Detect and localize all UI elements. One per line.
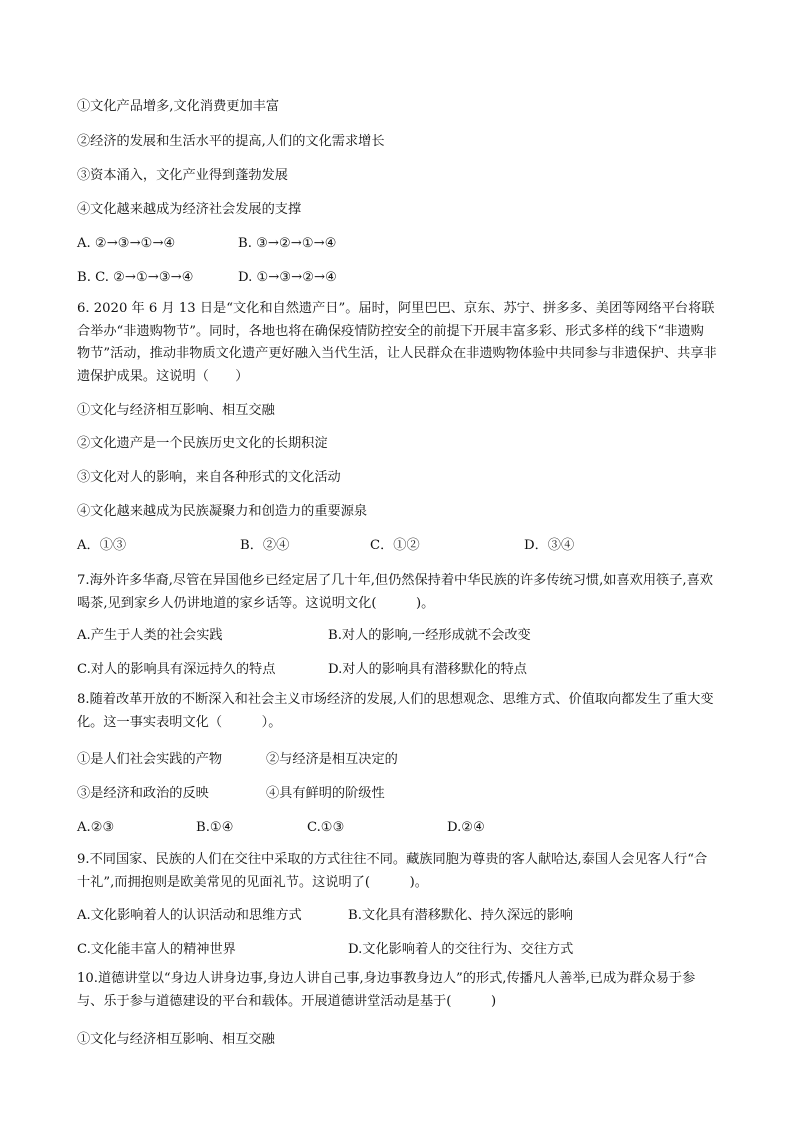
question-8-stem: 8.随着改革开放的不断深入和社会主义市场经济的发展,人们的思想观念、思维方式、价值取向都发生了重大变化。这一事实表明文化（ ）。 xyxy=(77,692,714,730)
question-7-stem: 7.海外许多华裔,尽管在异国他乡已经定居了几十年,但仍然保持着中华民族的许多传统习惯,如喜欢用筷子,喜欢喝茶,见到家乡人仍讲地道的家乡话等。这说明文化( )。 xyxy=(77,573,713,611)
q9-option-d: D.文化影响着人的交往行为、交往方式 xyxy=(348,942,574,957)
statement-1: ①文化产品增多,文化消费更加丰富 xyxy=(77,99,280,114)
option-a: A. ②→③→①→④ xyxy=(77,236,176,251)
q6-statement-2: ②文化遗产是一个民族历史文化的长期积淀 xyxy=(77,436,328,451)
q10-statement-1: ①文化与经济相互影响、相互交融 xyxy=(77,1032,275,1047)
q8-statement-2: ②与经济是相互决定的 xyxy=(266,752,398,767)
q9-option-b: B.文化具有潜移默化、持久深远的影响 xyxy=(348,908,573,923)
q6-statement-3: ③文化对人的影响，来自各种形式的文化活动 xyxy=(77,470,341,485)
q7-option-d: D.对人的影响具有潜移默化的特点 xyxy=(328,662,527,677)
q8-option-a: A.②③ xyxy=(77,820,115,835)
q8-option-d: D.②④ xyxy=(447,820,485,835)
statement-2: ②经济的发展和生活水平的提高,人们的文化需求增长 xyxy=(77,134,385,149)
q8-statement-3: ③是经济和政治的反映 xyxy=(77,786,209,801)
option-d: D. ①→③→②→④ xyxy=(238,270,337,285)
q6-statement-1: ①文化与经济相互影响、相互交融 xyxy=(77,403,275,418)
q8-option-b: B.①④ xyxy=(196,820,234,835)
q7-option-a: A.产生于人类的社会实践 xyxy=(77,628,223,643)
q8-statement-1: ①是人们社会实践的产物 xyxy=(77,752,223,767)
q9-option-a: A.文化影响着人的认识活动和思维方式 xyxy=(77,908,302,923)
question-10-stem: 10.道德讲堂以“身边人讲身边事,身边人讲自己事,身边事教身边人”的形式,传播凡人善举,已成为群众易于参与、乐于参与道德建设的平台和载体。开展道德讲堂活动是基于( ) xyxy=(77,971,696,1009)
q6-option-b: B．②④ xyxy=(240,538,290,553)
q6-option-c: C．①② xyxy=(370,538,420,553)
question-9-stem: 9.不同国家、民族的人们在交往中采取的方式往往不同。藏族同胞为尊贵的客人献哈达,泰国人会见客人行“合十礼”,而拥抱则是欧美常见的见面礼节。这说明了( )。 xyxy=(77,852,708,890)
q6-option-a: A．①③ xyxy=(77,538,127,553)
q8-option-c: C.①③ xyxy=(307,820,345,835)
q9-option-c: C.文化能丰富人的精神世界 xyxy=(77,942,236,957)
q7-option-b: B.对人的影响,一经形成就不会改变 xyxy=(328,628,531,643)
option-b: B. ③→②→①→④ xyxy=(238,236,337,251)
q6-option-d: D．③④ xyxy=(524,538,575,553)
q8-statement-4: ④具有鲜明的阶级性 xyxy=(266,786,385,801)
question-6-stem: 6. 2020 年 6 月 13 日是“文化和自然遗产日”。届时，阿里巴巴、京东、苏宁、拼多多、美团等网络平台将联合举办“非遗购物节”。同时，各地也将在确保疫情防控安全的前提下开展丰富多彩、形式多样的线下“非遗购物节”活动，推动非物质文化遗产更好融入当代生活，让人民群众在非遗购物体验中共同参与非遗保护、共享非遗保护成果。这说明（ ） xyxy=(77,301,717,384)
q6-statement-4: ④文化越来越成为民族凝聚力和创造力的重要源泉 xyxy=(77,504,368,519)
statement-4: ④文化越来越成为经济社会发展的支撑 xyxy=(77,202,302,217)
option-c: B. C. ②→①→③→④ xyxy=(77,270,194,285)
q7-option-c: C.对人的影响具有深远持久的特点 xyxy=(77,662,276,677)
statement-3: ③资本涌入，文化产业得到蓬勃发展 xyxy=(77,168,288,183)
